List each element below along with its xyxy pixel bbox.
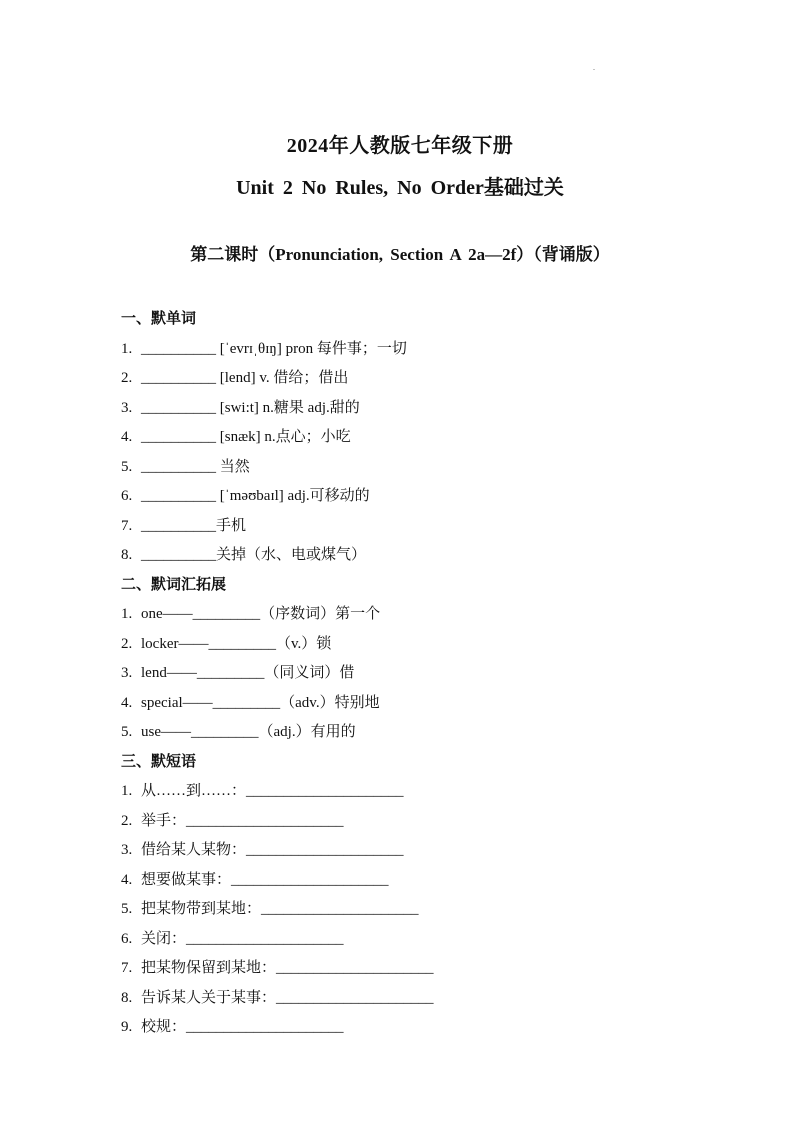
item-number: 3. — [121, 842, 133, 858]
item-number: 8. — [121, 989, 133, 1006]
list-item — [121, 364, 721, 394]
item-text: 校规：_____________________ — [141, 1019, 344, 1035]
item-text: __________ [ˈevrɪˌθɪŋ] pron 每件事；一切 — [141, 340, 407, 357]
item-text: 告诉某人关于某事：_____________________ — [141, 989, 434, 1006]
item-text: __________ [ˈməʊbaɪl] adj.可移动的 — [141, 488, 370, 504]
item-number: 5. — [121, 458, 133, 475]
item-text: 把某物保留到某地：_____________________ — [141, 960, 434, 976]
item-text: lend——_________（同义词）借 — [141, 665, 355, 681]
list-item — [121, 541, 721, 571]
item-number: 3. — [121, 399, 133, 416]
item-text: __________关掉（水、电或煤气） — [141, 547, 367, 563]
lesson-subtitle: 第二课时（Pronunciation, Section A 2a—2f）（背诵版） — [190, 245, 610, 264]
item-number: 3. — [121, 665, 133, 681]
list-item — [121, 335, 721, 365]
list-item — [121, 423, 721, 453]
list-item — [121, 600, 721, 630]
list-item — [121, 925, 721, 955]
list-item — [121, 1013, 721, 1043]
list-item — [121, 807, 721, 837]
item-number: 6. — [121, 930, 133, 947]
list-item — [121, 895, 721, 925]
item-text: __________ [snæk] n.点心；小吃 — [141, 429, 351, 445]
section-phrases — [121, 748, 721, 1043]
list-item — [121, 777, 721, 807]
list-item — [121, 512, 721, 542]
section-heading: 三、默短语 — [121, 753, 197, 770]
list-item — [121, 954, 721, 984]
item-number: 4. — [121, 429, 133, 445]
item-text: __________ 当然 — [141, 458, 250, 475]
list-item — [121, 984, 721, 1014]
item-text: 想要做某事：_____________________ — [141, 871, 389, 888]
item-number: 1. — [121, 783, 133, 799]
page-title: 2024年人教版七年级下册 — [286, 135, 514, 157]
list-item — [121, 836, 721, 866]
item-number: 5. — [121, 901, 133, 917]
item-text: 把某物带到某地：_____________________ — [141, 901, 419, 917]
unit-title: Unit 2 No Rules, No Order基础过关 — [236, 177, 564, 199]
item-text: special——_________（adv.）特别地 — [141, 694, 380, 711]
list-item — [121, 866, 721, 896]
item-text: __________ [swi:t] n.糖果 adj.甜的 — [141, 399, 360, 416]
section-heading: 一、默单词 — [121, 311, 197, 327]
item-text: one——_________（序数词）第一个 — [141, 606, 381, 622]
item-text: __________ [lend] v. 借给；借出 — [141, 370, 349, 386]
item-number: 1. — [121, 340, 133, 357]
item-number: 7. — [121, 517, 133, 534]
list-item — [121, 482, 721, 512]
corner-mark: . — [593, 63, 595, 72]
item-number: 4. — [121, 871, 133, 888]
list-item — [121, 689, 721, 719]
item-text: use——_________（adj.）有用的 — [141, 724, 356, 740]
list-item — [121, 453, 721, 483]
item-number: 6. — [121, 488, 133, 504]
item-text: 从……到……：_____________________ — [141, 783, 404, 799]
item-text: 关闭：_____________________ — [141, 930, 344, 947]
item-number: 9. — [121, 1019, 133, 1035]
item-number: 1. — [121, 606, 133, 622]
list-item — [121, 659, 721, 689]
section-word-expansion — [121, 571, 721, 748]
list-item — [121, 630, 721, 660]
item-text: __________手机 — [141, 517, 247, 534]
worksheet-content — [121, 305, 721, 1043]
section-words — [121, 305, 721, 571]
item-text: locker——_________（v.）锁 — [141, 635, 332, 652]
item-number: 7. — [121, 960, 133, 976]
item-number: 2. — [121, 635, 133, 652]
item-text: 借给某人某物：_____________________ — [141, 842, 404, 858]
item-text: 举手：_____________________ — [141, 812, 344, 829]
item-number: 2. — [121, 812, 133, 829]
list-item — [121, 718, 721, 748]
item-number: 5. — [121, 724, 133, 740]
item-number: 2. — [121, 370, 133, 386]
item-number: 4. — [121, 694, 133, 711]
section-heading: 二、默词汇拓展 — [121, 576, 227, 593]
list-item — [121, 394, 721, 424]
item-number: 8. — [121, 547, 133, 563]
